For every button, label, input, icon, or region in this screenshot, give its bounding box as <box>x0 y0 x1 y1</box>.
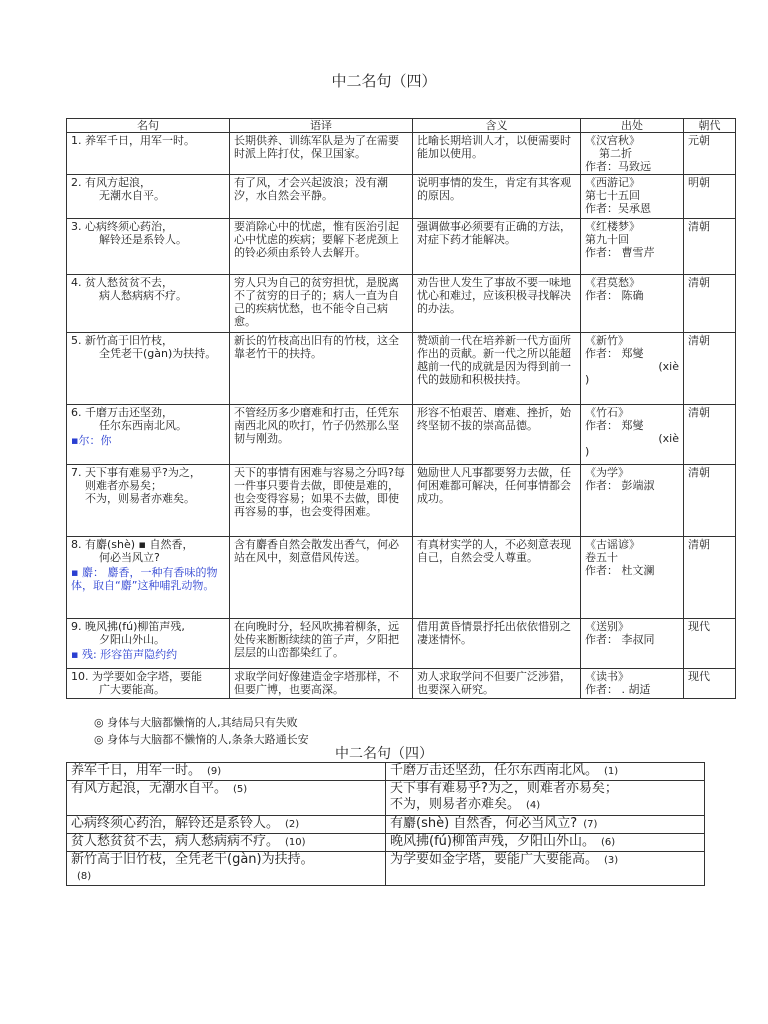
quote-cell <box>67 619 230 669</box>
quotes-table <box>66 118 736 699</box>
quiz-number: (8) <box>77 871 92 882</box>
meaning-cell: 有真材实学的人，不必刻意表现自己，自然会受人尊重。 <box>413 537 581 619</box>
source-line: 作者：吴承恩 <box>585 202 651 215</box>
dynasty-cell: 清朝 <box>684 465 736 537</box>
source-line: 《竹石》 <box>585 406 629 419</box>
table-row <box>67 537 736 619</box>
quiz-line: 新竹高于旧竹枝，全凭老干(gàn)为扶持。 <box>71 852 314 867</box>
quote-cell <box>67 669 230 699</box>
table-row <box>67 333 736 405</box>
dynasty-cell: 现代 <box>684 669 736 699</box>
source-cell <box>581 537 684 619</box>
source-line: 第二折 <box>585 147 632 160</box>
quote-line: 9. 晚风拂(fú)柳笛声残, <box>71 620 185 633</box>
meaning-cell: 赞颂前一代在培养新一代方面所作出的贡献。新一代之所以能超越前一代的成就是因为得到前一代的鼓励和积极扶持。 <box>413 333 581 405</box>
quiz-line: 有风方起浪，无潮水自平。 <box>71 781 228 796</box>
quiz-cell <box>386 781 705 816</box>
quiz-number: (1) <box>604 766 619 777</box>
dynasty-cell: 现代 <box>684 619 736 669</box>
quote-line: 4. 贫人愁贫贫不去， <box>71 276 173 289</box>
quiz-row <box>67 852 705 886</box>
quiz-line: 有麝(shè) 自然香，何必当风立? <box>390 816 578 831</box>
quiz-row <box>67 816 705 834</box>
quote-line: 任尔东西南北风。 <box>99 419 187 432</box>
quiz-line: 心病终须心药治，解铃还是系铃人。 <box>71 816 280 831</box>
quiz-cell <box>67 816 386 834</box>
quote-line: 2. 有风方起浪， <box>71 176 151 189</box>
source-line: 作者： 彭端淑 <box>585 479 655 492</box>
source-line: 作者： 郑燮 <box>585 419 644 432</box>
meaning-cell: 说明事情的发生，肯定有其客观的原因。 <box>413 175 581 219</box>
source-line: 作者： . 胡适 <box>585 683 651 696</box>
dynasty-cell: 清朝 <box>684 333 736 405</box>
quiz-line: 养军千日，用军一时。 <box>71 763 202 778</box>
translation-cell: 不管经历多少磨难和打击，任凭东南西北风的吹打，竹子仍然那么坚韧与刚劲。 <box>230 405 413 465</box>
vocab-note: ▪ 麝： 麝香，一种有香味的物体，取自“麝”这种哺乳动物。 <box>71 566 218 592</box>
col-header-dynasty: 朝代 <box>684 119 736 133</box>
quiz-cell <box>67 852 386 886</box>
quiz-number: (3) <box>604 855 619 866</box>
source-line: (xiè <box>658 360 679 373</box>
quote-line: 无潮水自平。 <box>99 189 165 202</box>
col-header-source: 出处 <box>581 119 684 133</box>
quiz-number: (5) <box>233 784 248 795</box>
quote-cell <box>67 333 230 405</box>
table-row <box>67 219 736 275</box>
source-cell <box>581 405 684 465</box>
col-header-translation: 语译 <box>230 119 413 133</box>
quote-cell <box>67 405 230 465</box>
source-cell <box>581 133 684 175</box>
meaning-cell: 形容不怕艰苦、磨难、挫折，始终坚韧不拔的崇高品德。 <box>413 405 581 465</box>
quote-line: 10. 为学要如金字塔，要能 <box>71 670 202 683</box>
quiz-cell <box>386 816 705 834</box>
source-line: 《红楼梦》 <box>585 220 640 233</box>
quiz-line: 贫人愁贫贫不去，病人愁病病不疗。 <box>71 834 280 849</box>
quote-line: 5. 新竹高于旧竹枝， <box>71 334 173 347</box>
table-body <box>67 133 736 699</box>
quiz-line: 晚风拂(fú)柳笛声残，夕阳山外山。 <box>390 834 595 849</box>
quiz-row <box>67 834 705 852</box>
quote-line: 广大要能高。 <box>99 683 165 696</box>
table-row <box>67 405 736 465</box>
source-line: 《读书》 <box>585 670 629 683</box>
quote-line: 解铃还是系铃人。 <box>99 233 187 246</box>
dynasty-cell: 清朝 <box>684 537 736 619</box>
meaning-cell: 勉励世人凡事都要努力去做，任何困难都可解决，任何事情都会成功。 <box>413 465 581 537</box>
meaning-cell: 劝告世人发生了事故不要一味地忧心和难过，应该积极寻找解决的办法。 <box>413 275 581 333</box>
quote-line: 病人愁病病不疗。 <box>99 289 187 302</box>
quote-cell <box>67 219 230 275</box>
quiz-cell <box>67 781 386 816</box>
quote-line: 1. 养军千日，用军一时。 <box>71 134 195 147</box>
meaning-cell: 劝人求取学问不但要广泛涉猎，也要深入研究。 <box>413 669 581 699</box>
quote-cell <box>67 537 230 619</box>
source-line: 《汉宫秋》 <box>585 134 640 147</box>
quiz-row <box>67 781 705 816</box>
note-line: ◎ 身体与大脑都懒惰的人,其结局只有失败 <box>94 716 298 729</box>
translation-cell: 求取学问好像建造金字塔那样，不但要广博，也要高深。 <box>230 669 413 699</box>
table-row <box>67 275 736 333</box>
meaning-cell: 强调做事必须要有正确的方法，对症下药才能解决。 <box>413 219 581 275</box>
quiz-number: (2) <box>285 819 300 830</box>
translation-cell: 有了风，才会兴起波浪；没有潮汐，水自然会平静。 <box>230 175 413 219</box>
quiz-body <box>67 763 705 886</box>
source-line: 《君莫愁》 <box>585 276 640 289</box>
quiz-line: 为学要如金字塔，要能广大要能高。 <box>390 852 599 867</box>
dynasty-cell: 明朝 <box>684 175 736 219</box>
source-line: (xiè <box>658 432 679 445</box>
meaning-cell: 比喻长期培训人才，以便需要时能加以使用。 <box>413 133 581 175</box>
quote-cell <box>67 133 230 175</box>
source-line: 作者： 李叔同 <box>585 633 655 646</box>
quote-line: 何必当风立? <box>99 551 160 564</box>
meaning-cell: 借用黄昏情景抒托出依依惜别之凄迷情怀。 <box>413 619 581 669</box>
quote-line: 夕阳山外山。 <box>99 633 165 646</box>
quiz-cell <box>67 763 386 781</box>
vocab-note: ▪ 残: 形容笛声隐约约 <box>71 648 178 661</box>
quiz-cell <box>67 834 386 852</box>
source-line: 第九十回 <box>585 233 629 246</box>
source-cell <box>581 465 684 537</box>
col-header-quote: 名句 <box>67 119 230 133</box>
quiz-number: (4) <box>526 800 541 811</box>
quote-line: 6. 千磨万击还坚劲， <box>71 406 173 419</box>
quiz-cell <box>386 852 705 886</box>
table-row <box>67 619 736 669</box>
source-cell <box>581 669 684 699</box>
source-line: 《新竹》 <box>585 334 629 347</box>
source-line: 《送别》 <box>585 620 629 633</box>
source-line: 《西游记》 <box>585 176 640 189</box>
table-header-row <box>67 119 736 133</box>
note-line: ◎ 身体与大脑都不懒惰的人,条条大路通长安 <box>94 733 309 746</box>
table-row <box>67 133 736 175</box>
source-line: 作者： 陈确 <box>585 289 644 302</box>
quiz-number: (10) <box>285 837 306 848</box>
quote-line: 则难者亦易矣； <box>85 479 162 492</box>
quote-line: 7. 天下事有难易乎?为之， <box>71 466 201 479</box>
source-line: 《古谣谚》 <box>585 538 640 551</box>
source-line: 第七十五回 <box>585 189 640 202</box>
source-line: ) <box>585 373 590 386</box>
quote-cell <box>67 275 230 333</box>
source-line: 作者：马致远 <box>585 160 651 173</box>
quiz-table <box>66 762 705 886</box>
dynasty-cell: 清朝 <box>684 405 736 465</box>
translation-cell: 长期供养、训练军队是为了在需要时派上阵打仗，保卫国家。 <box>230 133 413 175</box>
col-header-meaning: 含义 <box>413 119 581 133</box>
source-line: 作者： 曹雪芹 <box>585 246 655 259</box>
dynasty-cell: 清朝 <box>684 275 736 333</box>
translation-cell: 天下的事情有困难与容易之分吗?每一件事只要肯去做，即使是难的，也会变得容易；如果不去做，即使再容易的事，也会变得困难。 <box>230 465 413 537</box>
translation-cell: 穷人只为自己的贫穷担忧，是脱离不了贫穷的日子的；病人一直为自己的疾病忧愁，也不能令自己病愈。 <box>230 275 413 333</box>
source-cell <box>581 275 684 333</box>
source-line: 卷五十 <box>585 551 618 564</box>
vocab-note: ▪尔：你 <box>71 434 112 447</box>
table-row <box>67 175 736 219</box>
quote-line: 不为，则易者亦难矣。 <box>85 492 195 505</box>
quiz-number: (6) <box>600 837 616 848</box>
source-line: 《为学》 <box>585 466 629 479</box>
quiz-row <box>67 763 705 781</box>
dynasty-cell: 清朝 <box>684 219 736 275</box>
translation-cell: 在向晚时分，轻风吹拂着柳条，远处传来断断续续的笛子声，夕阳把层层的山峦都染红了。 <box>230 619 413 669</box>
source-line: ) <box>585 445 590 458</box>
source-line: 作者： 杜文澜 <box>585 564 655 577</box>
quiz-line: 天下事有难易乎?为之，则难者亦易矣； <box>390 781 618 796</box>
quote-line: 全凭老干(gàn)为扶持。 <box>99 347 217 360</box>
page-title: 中二名句（四） <box>331 72 437 90</box>
quote-line: 3. 心病终须心药治， <box>71 220 173 233</box>
translation-cell: 含有麝香自然会散发出香气，何必站在风中，刻意借风传送。 <box>230 537 413 619</box>
quiz-line: 不为，则易者亦难矣。 <box>390 797 521 812</box>
table-row <box>67 669 736 699</box>
translation-cell: 要消除心中的忧虑，惟有医治引起心中忧虑的疾病；要解下老虎颈上的铃必须由系铃人去解开。 <box>230 219 413 275</box>
quiz-number: (9) <box>207 766 222 777</box>
quiz-number: (7) <box>583 819 598 830</box>
quiz-line: 千磨万击还坚劲，任尔东西南北风。 <box>390 763 599 778</box>
source-cell <box>581 619 684 669</box>
table-row <box>67 465 736 537</box>
quiz-cell <box>386 763 705 781</box>
quiz-title: 中二名句（四） <box>335 746 433 762</box>
quiz-cell <box>386 834 705 852</box>
translation-cell: 新长的竹枝高出旧有的竹枝，这全靠老竹干的扶持。 <box>230 333 413 405</box>
source-cell <box>581 175 684 219</box>
source-line: 作者： 郑燮 <box>585 347 644 360</box>
quote-line: 8. 有麝(shè) ▪ 自然香， <box>71 538 194 551</box>
source-cell <box>581 333 684 405</box>
quote-cell <box>67 175 230 219</box>
dynasty-cell: 元朝 <box>684 133 736 175</box>
source-cell <box>581 219 684 275</box>
quote-cell <box>67 465 230 537</box>
